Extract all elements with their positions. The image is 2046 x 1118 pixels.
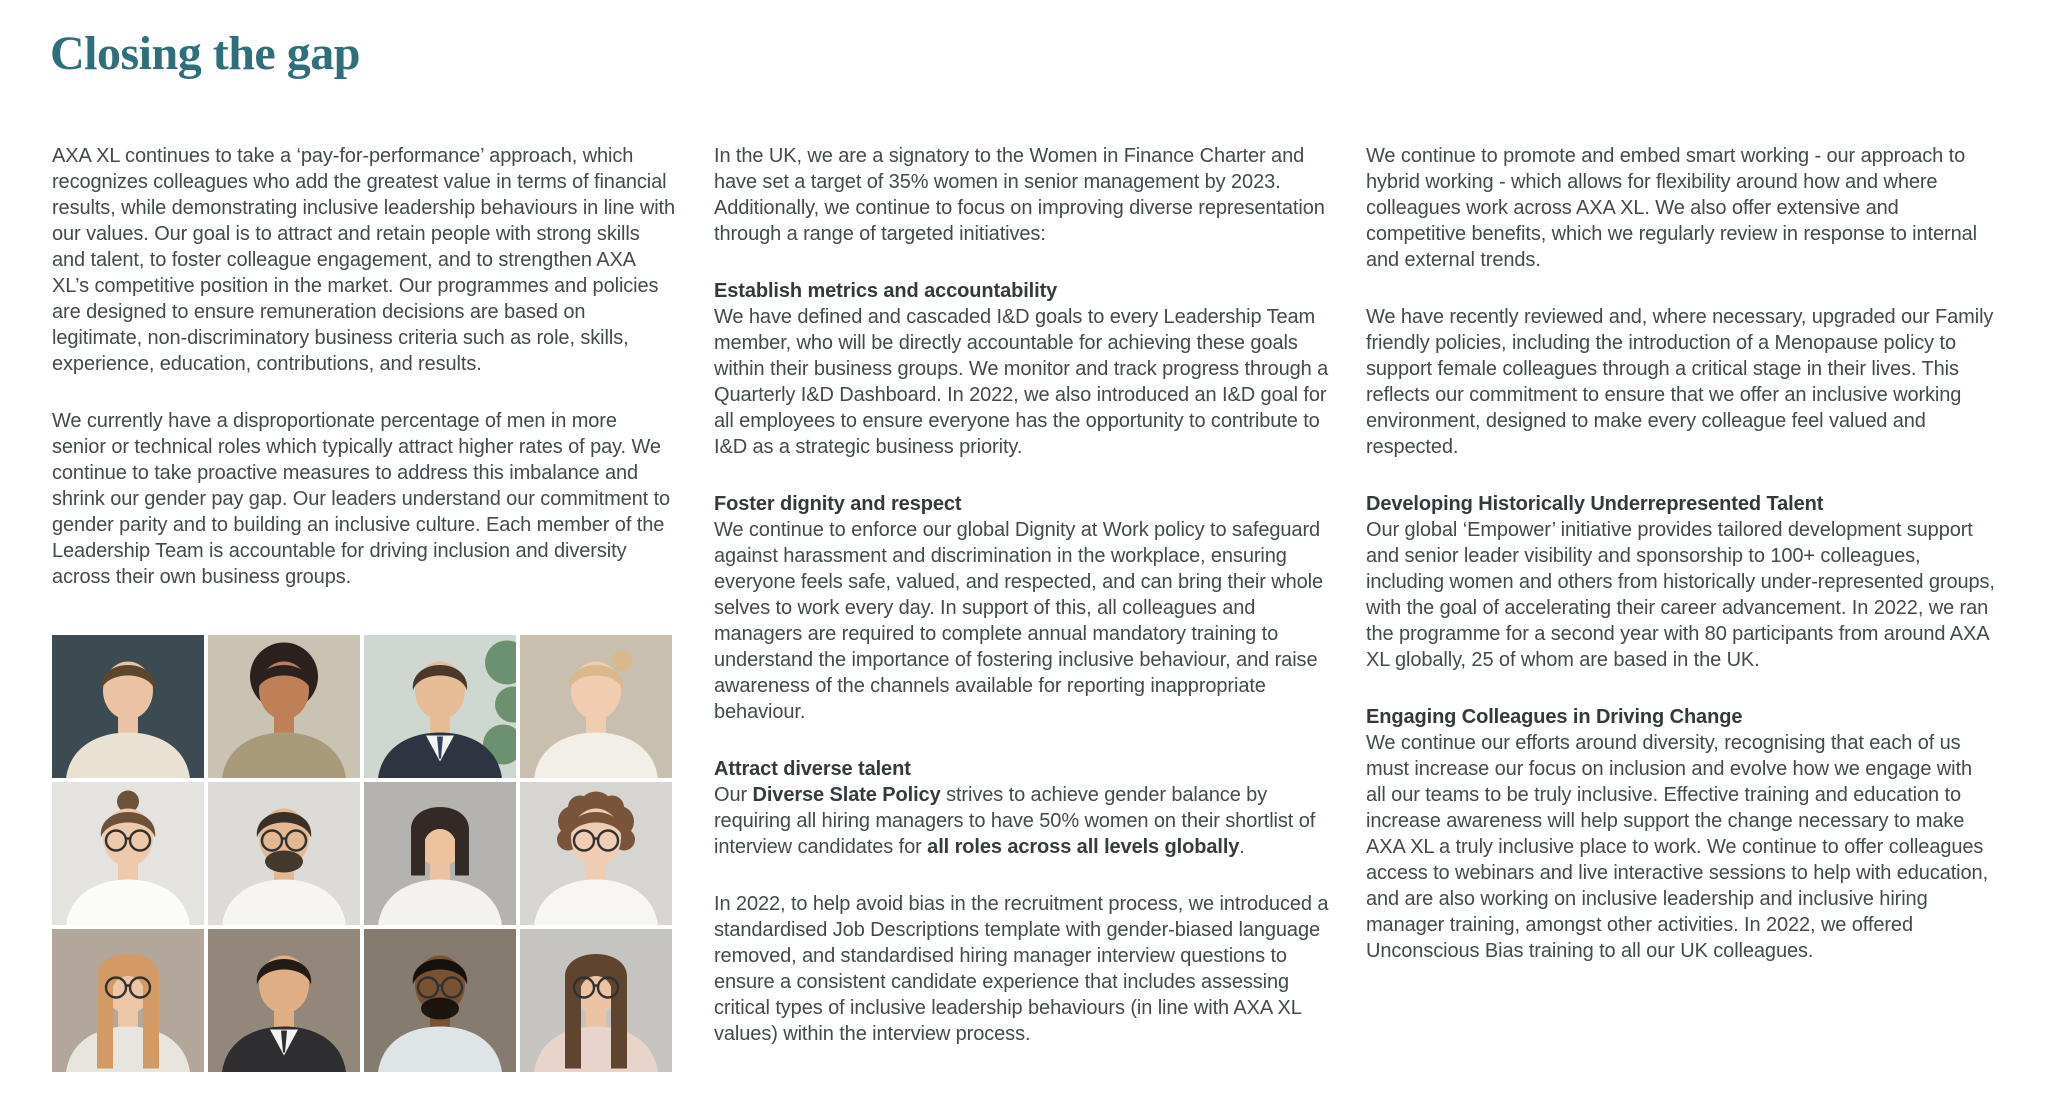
team-photo-grid	[52, 635, 672, 1072]
body-paragraph: We continue our efforts around diversity, recognising that each of us must increase our focus on inclusion and evolve how we engage with all our teams to be truly inclusive. Effective training and education to increase awareness will help support the change necessary to make AXA XL a truly inclusive place to work. We continue to offer colleagues access to webinars and live interactive sessions to help with education, and are also working on inclusive leadership and inclusive hiring manager training, amongst other activities. In 2022, we offered Unconscious Bias training to all our UK colleagues.	[1366, 732, 1989, 962]
page-title: Closing the gap	[50, 27, 360, 80]
body-paragraph: We have recently reviewed and, where necessary, upgraded our Family friendly policies, including the introduction of a Menopause policy to support female colleagues through a critical stage in their lives. This reflects our commitment to ensure that we offer an inclusive working environment, designed to make every colleague feel valued and respected.	[1366, 306, 1994, 458]
headshot-photo	[520, 782, 672, 925]
section-heading: Establish metrics and accountability	[714, 280, 1058, 302]
body-paragraph: We have defined and cascaded I&D goals to every Leadership Team member, who will be directly accountable for achieving these goals within their business groups. We monitor and track progress through a Quarterly I&D Dashboard. In 2022, we also introduced an I&D goal for all employees to ensure everyone has the opportunity to contribute to I&D as a strategic business priority.	[714, 306, 1329, 458]
headshot-photo	[364, 635, 516, 778]
headshot-photo	[208, 782, 360, 925]
headshot-photo	[364, 929, 516, 1072]
bold-text-run: Diverse Slate Policy	[752, 784, 941, 806]
body-paragraph: We currently have a disproportionate percentage of men in more senior or technical roles which typically attract higher rates of pay. We continue to take proactive measures to address this imbalance and shrink our gender pay gap. Our leaders understand our commitment to gender parity and to building an inclusive culture. Each member of the Leadership Team is accountable for driving inclusion and diversity across their own business groups.	[52, 410, 671, 588]
text-column-1	[52, 143, 676, 621]
text-column-2	[714, 143, 1338, 1078]
headshot-photo	[364, 782, 516, 925]
section-heading: Engaging Colleagues in Driving Change	[1366, 706, 1743, 728]
body-paragraph: In the UK, we are a signatory to the Women in Finance Charter and have set a target of 35% women in senior management by 2023. Additionally, we continue to focus on improving diverse representation through a range of targeted initiatives:	[714, 145, 1325, 245]
bold-text-run: all roles across all levels globally	[927, 836, 1240, 858]
body-paragraph: Our global ‘Empower’ initiative provides tailored development support and senior leader visibility and sponsorship to 100+ colleagues, including women and others from historically under-represented groups, with the goal of accelerating their career advancement. In 2022, we ran the programme for a second year with 80 participants from around AXA XL globally, 25 of whom are based in the UK.	[1366, 519, 1995, 671]
headshot-photo	[52, 782, 204, 925]
text-run: Our	[714, 784, 753, 806]
text-run: .	[1239, 836, 1245, 858]
headshot-photo	[520, 635, 672, 778]
headshot-photo	[520, 929, 672, 1072]
section-heading: Developing Historically Underrepresented Talent	[1366, 493, 1824, 515]
body-paragraph: We continue to promote and embed smart working - our approach to hybrid working - which allows for flexibility around how and where colleagues work across AXA XL. We also offer extensive and competitive benefits, which we regularly review in response to internal and external trends.	[1366, 145, 1977, 271]
headshot-photo	[52, 929, 204, 1072]
text-column-3	[1366, 143, 1996, 995]
headshot-photo	[208, 929, 360, 1072]
body-paragraph	[714, 782, 1338, 860]
body-paragraph: In 2022, to help avoid bias in the recruitment process, we introduced a standardised Job Descriptions template with gender-biased language removed, and standardised hiring manager interview questions to ensure a consistent candidate experience that includes assessing critical types of inclusive leadership behaviours (in line with AXA XL values) within the interview process.	[714, 893, 1329, 1045]
body-paragraph: AXA XL continues to take a ‘pay-for-performance’ approach, which recognizes colleagues who add the greatest value in terms of financial results, while demonstrating inclusive leadership behaviours in line with our values. Our goal is to attract and retain people with strong skills and talent, to foster colleague engagement, and to strengthen AXA XL’s competitive position in the market. Our programmes and policies are designed to ensure remuneration decisions are based on legitimate, non-discriminatory business criteria such as role, skills, experience, education, contributions, and results.	[52, 145, 676, 375]
headshot-photo	[52, 635, 204, 778]
body-paragraph: We continue to enforce our global Dignity at Work policy to safeguard against harassment and discrimination in the workplace, ensuring everyone feels safe, valued, and respected, and can bring their whole selves to work every day. In support of this, all colleagues and managers are required to complete annual mandatory training to understand the importance of fostering inclusive behaviour, and raise awareness of the channels available for reporting inappropriate behaviour.	[714, 519, 1324, 723]
headshot-photo	[208, 635, 360, 778]
text-run: strives to achieve gender balance by requiring all hiring managers to have 50% women on their shortlist of interview candidates for	[714, 784, 1316, 858]
section-heading: Foster dignity and respect	[714, 493, 962, 515]
section-heading: Attract diverse talent	[714, 758, 911, 780]
